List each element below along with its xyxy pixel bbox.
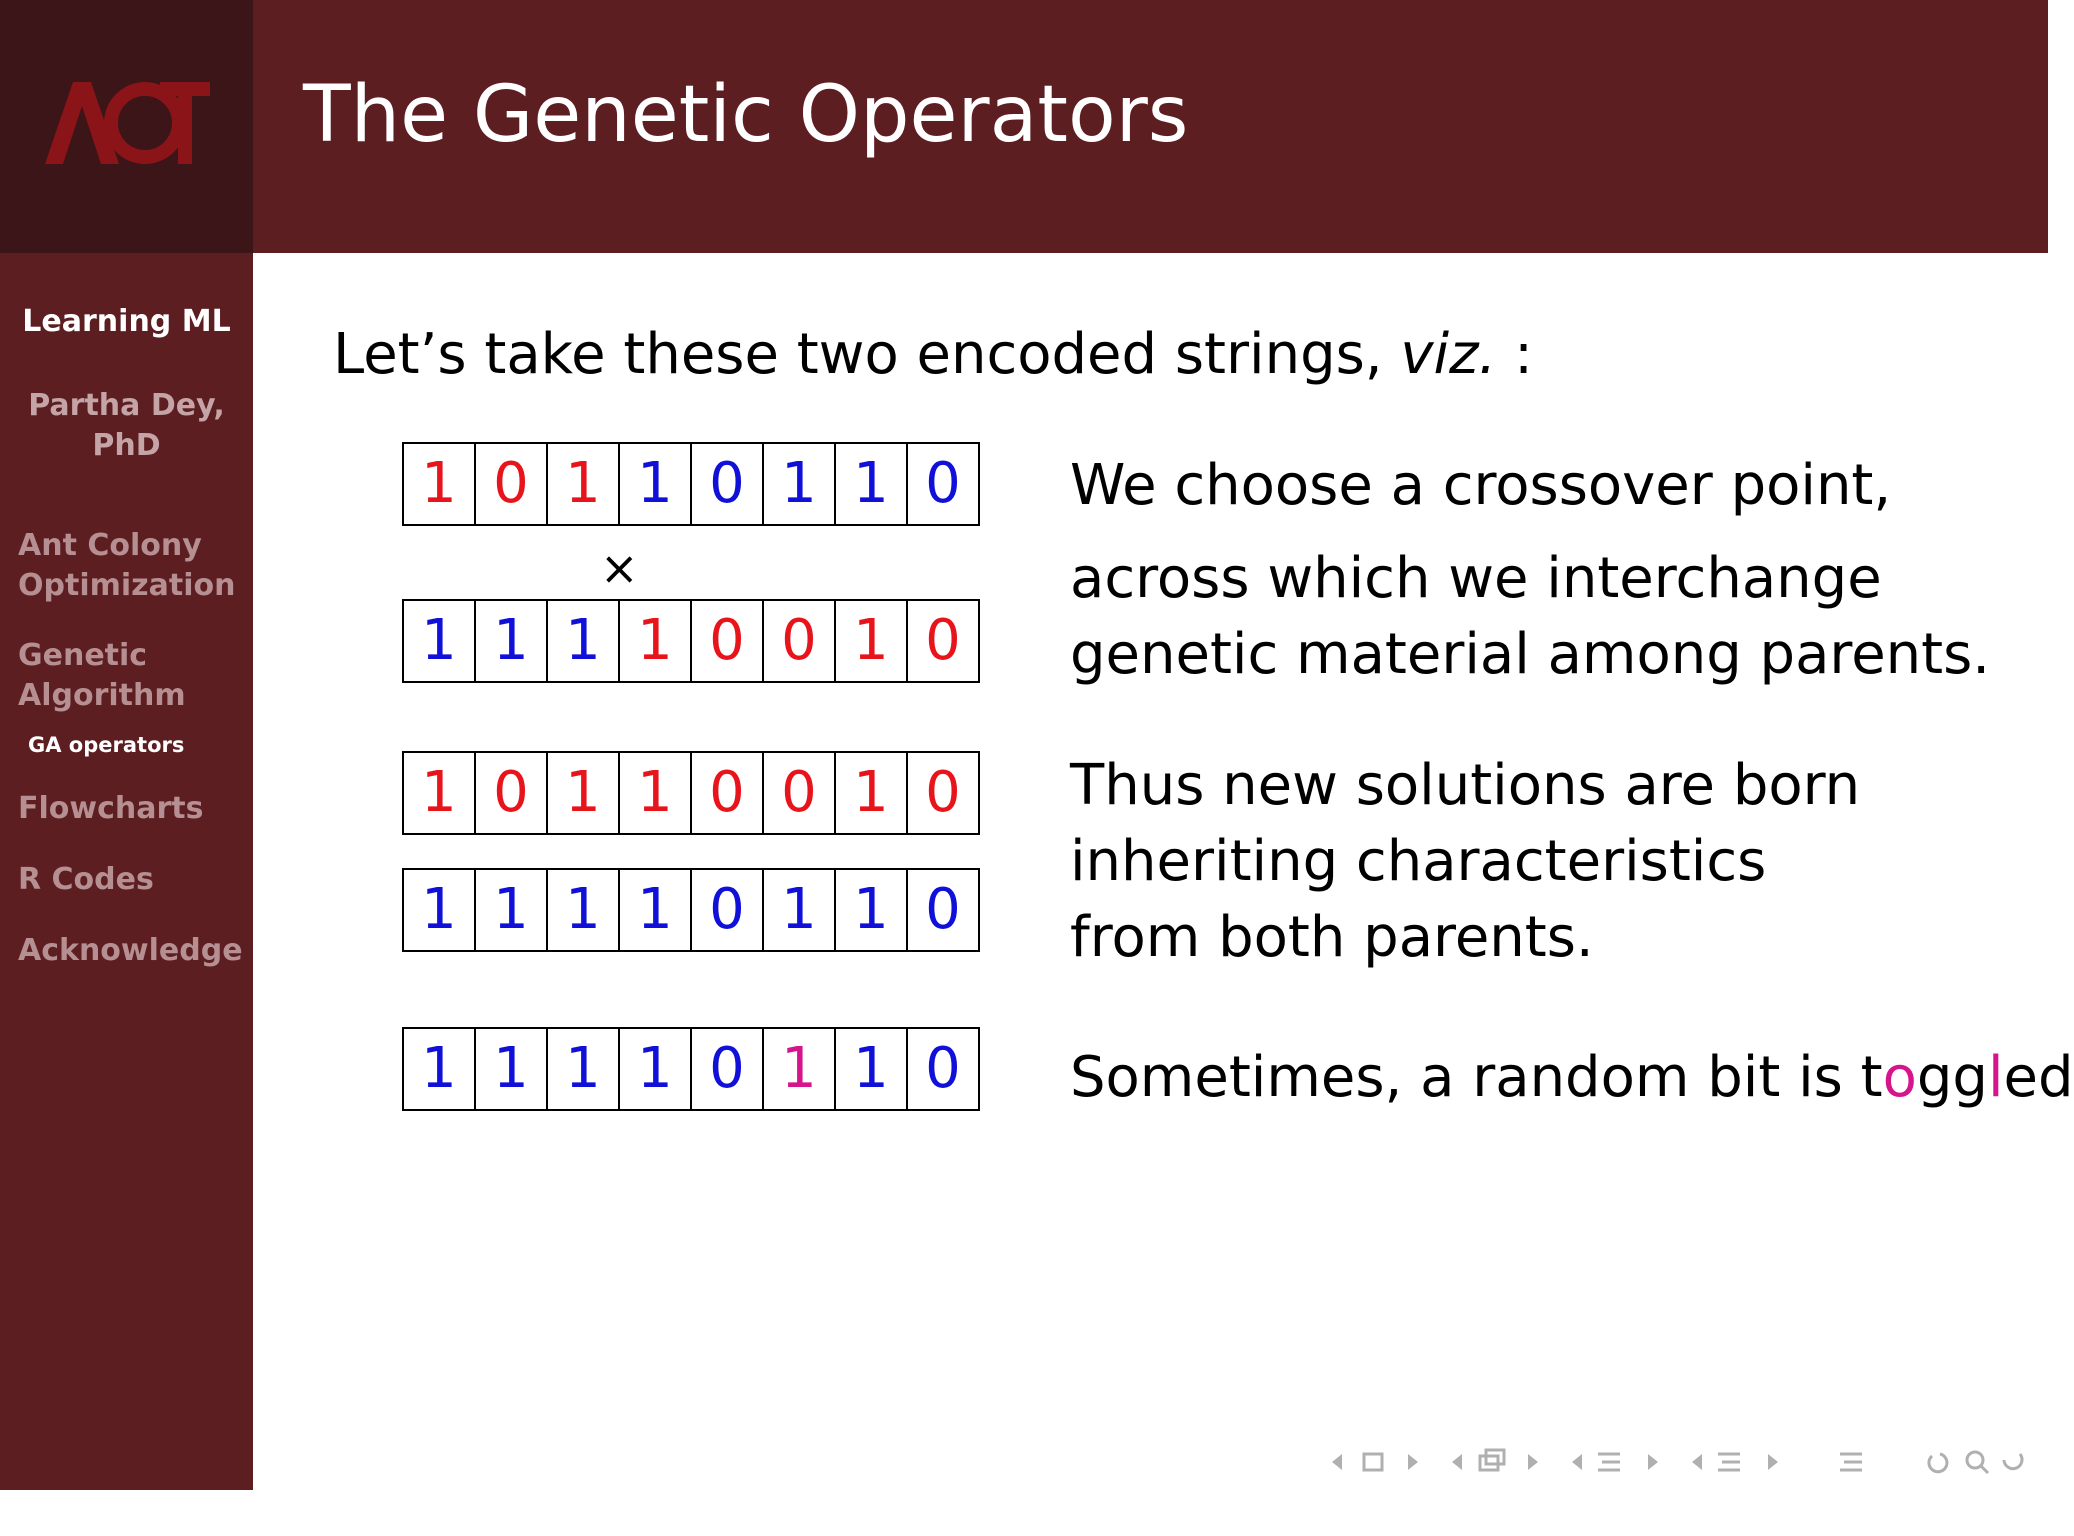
bit-cell: 1 xyxy=(548,870,620,950)
offspring-string-2 xyxy=(402,868,980,952)
bit-cell: 1 xyxy=(476,1029,548,1109)
bit-cell: 1 xyxy=(620,444,692,524)
aot-logo xyxy=(45,82,210,164)
bit-cell: 1 xyxy=(836,870,908,950)
bit-cell: 1 xyxy=(836,444,908,524)
parent-string-1 xyxy=(402,442,980,526)
bit-cell: 0 xyxy=(925,451,961,516)
bit-cell: 0 xyxy=(925,760,961,825)
bit-cell: 1 xyxy=(836,1029,908,1109)
parent-string-2 xyxy=(402,599,980,683)
menu-icon[interactable] xyxy=(1840,1454,1862,1470)
bit-cell: 1 xyxy=(620,601,692,681)
born-line-2: inheriting characteristics xyxy=(1070,829,1767,894)
mutation-part: Sometimes, a random bit is t xyxy=(1070,1045,1883,1110)
bit-cell: 1 xyxy=(548,444,620,524)
crossover-symbol: × xyxy=(600,541,639,595)
sidebar-item-flowcharts[interactable] xyxy=(18,789,203,829)
mutation-part: gg xyxy=(1916,1045,1988,1110)
bit-cell: 1 xyxy=(836,753,908,833)
logo-area xyxy=(0,0,253,253)
prev-section-icon[interactable] xyxy=(1572,1454,1658,1470)
sidebar-author[interactable] xyxy=(0,386,253,466)
sidebar-subitem-ga-operators[interactable]: GA operators xyxy=(28,733,185,757)
born-line-1: Thus new solutions are born xyxy=(1070,753,1861,818)
bit-cell: 1 xyxy=(404,1029,476,1109)
sidebar-item-label: Ant Colony xyxy=(18,528,202,563)
slide-title: The Genetic Operators xyxy=(303,70,1189,160)
bit-cell: 1 xyxy=(548,1029,620,1109)
bit-cell: 1 xyxy=(620,1029,692,1109)
interchange-text xyxy=(1070,541,1990,693)
bit-cell: 1 xyxy=(548,601,620,681)
bit-cell: 1 xyxy=(404,753,476,833)
mutation-highlight-1: o xyxy=(1882,1045,1917,1110)
bit-cell: 1 xyxy=(404,870,476,950)
sidebar-item-ant-colony[interactable] xyxy=(18,526,235,606)
sidebar-item-label: Flowcharts xyxy=(18,791,204,826)
sidebar-item-r-codes[interactable] xyxy=(18,860,154,900)
sidebar-item-label: Optimization xyxy=(18,568,236,603)
bit-cell: 0 xyxy=(925,608,961,673)
bit-cell: 0 xyxy=(476,753,548,833)
author-line-1: Partha Dey, xyxy=(28,388,225,423)
mutation-text xyxy=(1070,1040,2074,1116)
sidebar-item-label: Genetic xyxy=(18,638,148,673)
refresh-icon[interactable] xyxy=(2004,1454,2022,1469)
first-frame-icon[interactable] xyxy=(1332,1454,1418,1470)
mutated-string xyxy=(402,1027,980,1111)
bit-cell: 0 xyxy=(476,444,548,524)
sidebar xyxy=(0,253,253,1490)
bit-cell: 0 xyxy=(692,753,764,833)
undo-icon[interactable] xyxy=(1929,1454,1947,1472)
bit-cell: 1 xyxy=(620,870,692,950)
beamer-nav-bar xyxy=(1320,1442,2040,1482)
intro-text xyxy=(333,322,1533,387)
interchange-line-2: genetic material among parents. xyxy=(1070,622,1991,687)
sidebar-item-label: R Codes xyxy=(18,862,154,897)
bit-cell: 0 xyxy=(764,753,836,833)
bit-cell: 1 xyxy=(404,444,476,524)
bit-cell: 1 xyxy=(404,601,476,681)
mutation-highlight-2: l xyxy=(1987,1045,2004,1110)
bit-cell: 0 xyxy=(925,1036,961,1101)
bit-cell: 0 xyxy=(764,601,836,681)
interchange-line-1: across which we interchange xyxy=(1070,546,1882,611)
bit-cell: 1 xyxy=(620,753,692,833)
intro-main: Let’s take these two encoded strings, xyxy=(333,322,1383,387)
bit-cell: 1 xyxy=(548,753,620,833)
slide-header xyxy=(253,0,2048,253)
bit-cell: 0 xyxy=(692,444,764,524)
prev-subsection-icon[interactable] xyxy=(1692,1454,1778,1470)
bit-cell: 1 xyxy=(764,870,836,950)
bit-cell: 1 xyxy=(476,601,548,681)
bit-cell: 1 xyxy=(836,601,908,681)
sidebar-course-title[interactable]: Learning ML xyxy=(22,304,231,339)
bit-cell: 0 xyxy=(692,870,764,950)
bit-cell: 1 xyxy=(764,1029,836,1109)
bit-cell: 0 xyxy=(692,1029,764,1109)
prev-frame-icon[interactable] xyxy=(1452,1450,1538,1470)
bit-cell: 0 xyxy=(925,877,961,942)
born-line-3: from both parents. xyxy=(1070,905,1594,970)
author-line-2: PhD xyxy=(92,428,161,463)
crossover-text: We choose a crossover point, xyxy=(1070,453,1892,518)
offspring-string-1 xyxy=(402,751,980,835)
sidebar-item-label: Acknowledge xyxy=(18,933,243,968)
sidebar-item-acknowledge[interactable] xyxy=(18,931,243,971)
bit-cell: 0 xyxy=(692,601,764,681)
sidebar-item-label: Algorithm xyxy=(18,678,186,713)
born-text xyxy=(1070,748,1860,976)
intro-viz: viz. xyxy=(1400,322,1497,387)
mutation-part: ed xyxy=(2003,1045,2074,1110)
bit-cell: 1 xyxy=(476,870,548,950)
bit-cell: 1 xyxy=(764,444,836,524)
intro-colon: : xyxy=(1496,322,1533,387)
search-icon[interactable] xyxy=(1967,1452,1988,1473)
sidebar-item-genetic-algorithm[interactable] xyxy=(18,636,186,716)
